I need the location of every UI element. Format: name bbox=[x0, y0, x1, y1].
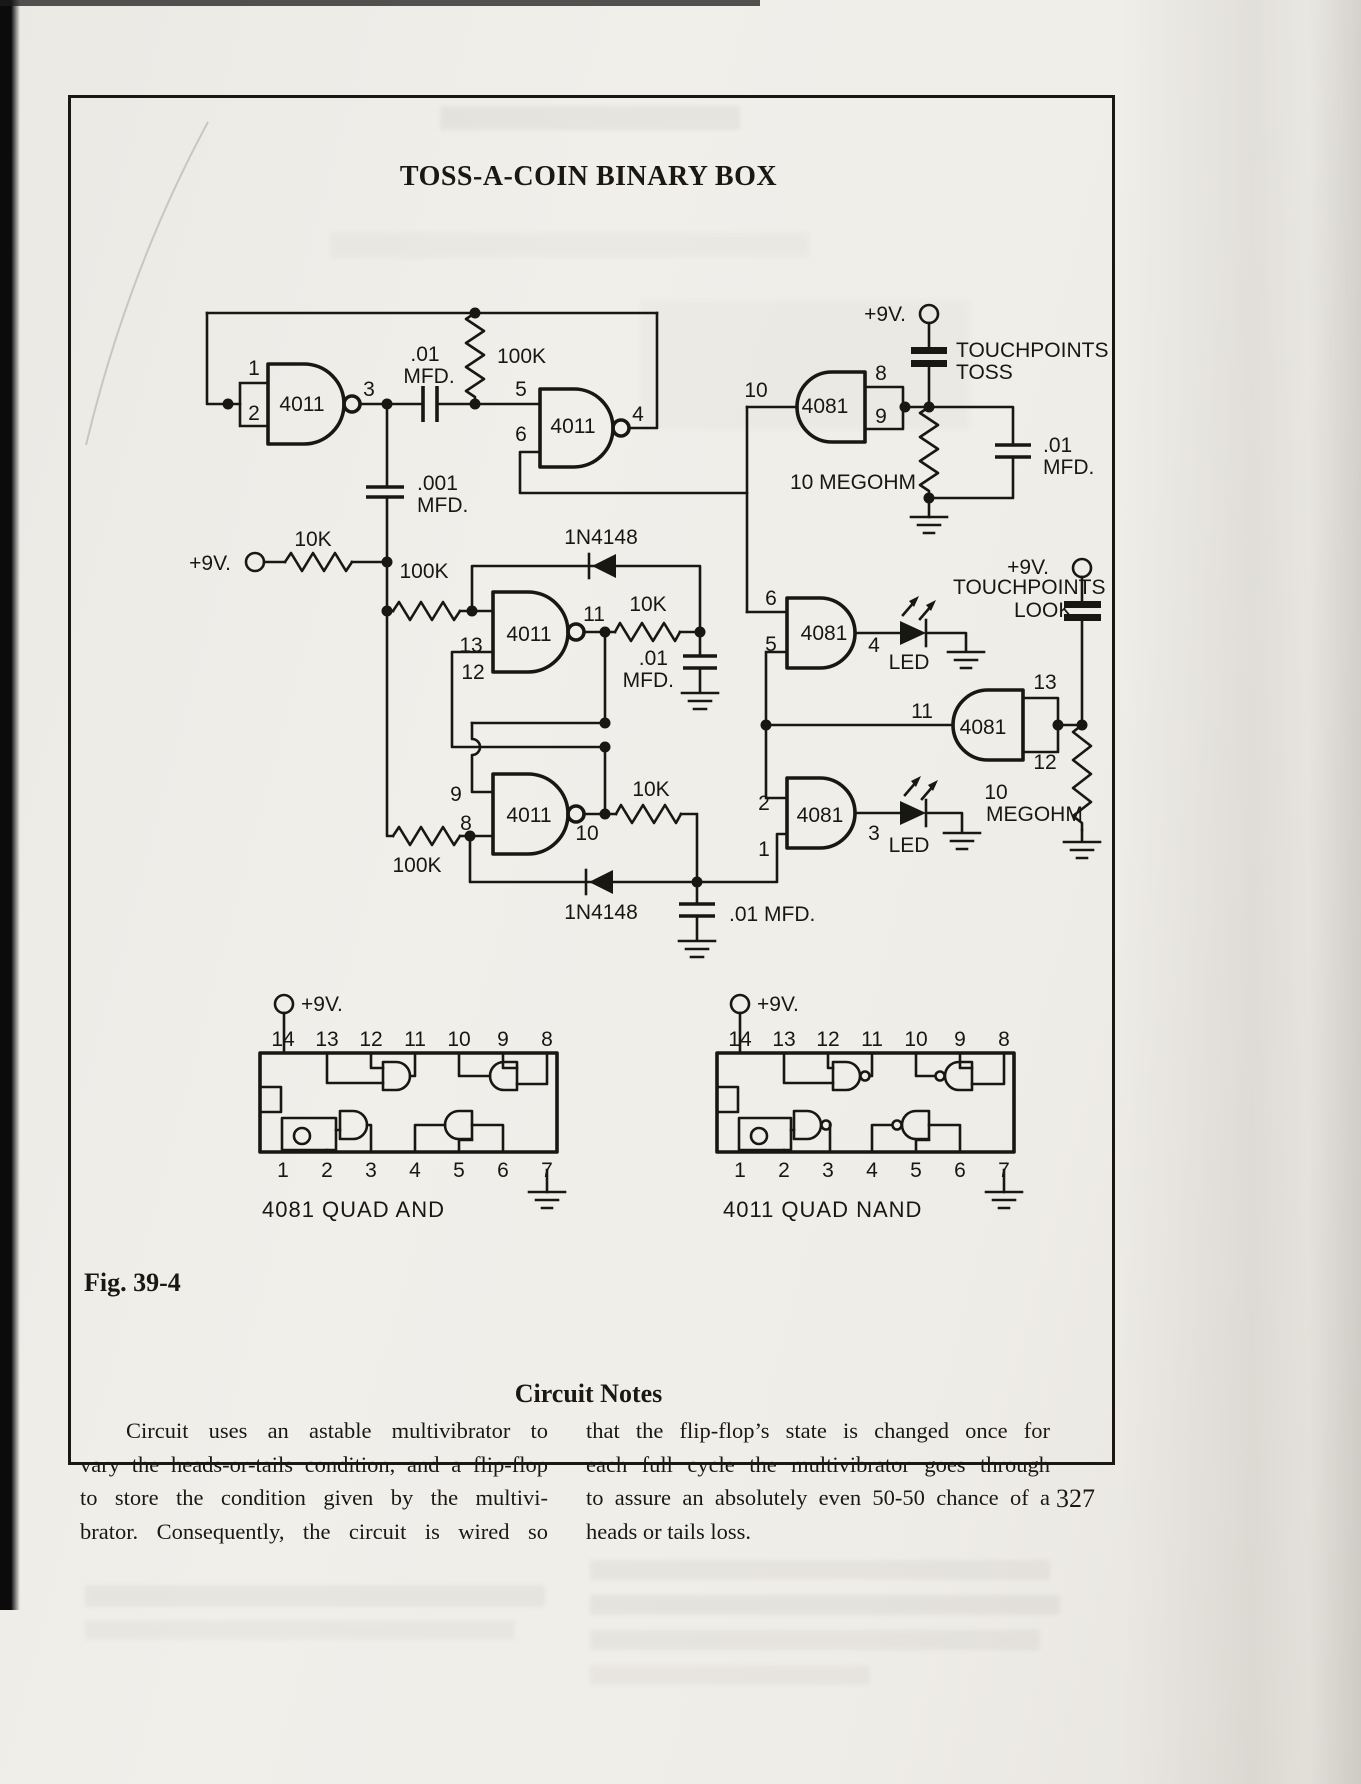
component-label: MEGOHM bbox=[986, 803, 1083, 826]
ic-caption: 4011 QUAD NAND bbox=[723, 1197, 923, 1222]
pin-label: 9 bbox=[497, 1028, 509, 1051]
pin-label: 14 bbox=[271, 1028, 295, 1051]
notes-line: to assure an absolutely even 50-50 chance of a bbox=[586, 1485, 1050, 1511]
capacitor-001mfd bbox=[366, 487, 404, 497]
pin-label: 12 bbox=[1033, 751, 1057, 774]
ic-index-dot bbox=[294, 1128, 310, 1144]
pin-label: 11 bbox=[583, 603, 605, 626]
pin-label: 9 bbox=[954, 1028, 966, 1051]
component-label: 10K bbox=[294, 528, 332, 551]
ground-symbol bbox=[986, 1192, 1022, 1208]
notes-line: brator. Consequently, the circuit is wired so bbox=[80, 1518, 548, 1544]
gate-label: 4081 bbox=[801, 395, 849, 418]
ic-notch bbox=[717, 1087, 738, 1112]
pin-label: 6 bbox=[765, 587, 777, 610]
component-label: 100K bbox=[392, 854, 442, 877]
pin-label: 2 bbox=[321, 1159, 333, 1182]
diode-1n4148-lower bbox=[589, 870, 613, 894]
gate-label: 4011 bbox=[506, 804, 552, 827]
pin-label: 8 bbox=[875, 362, 887, 385]
pin-label: 5 bbox=[910, 1159, 922, 1182]
pin-label: 4 bbox=[868, 634, 880, 657]
touchpoint-plate bbox=[911, 347, 947, 354]
resistor-10k-upper bbox=[615, 623, 680, 641]
led-1 bbox=[900, 621, 926, 645]
notes-line: that the flip-flop’s state is changed once for bbox=[586, 1418, 1050, 1443]
pin-label: 10 bbox=[904, 1028, 928, 1051]
pin-label: 13 bbox=[772, 1028, 796, 1051]
pin-label: 2 bbox=[248, 402, 260, 425]
pin-label: 4 bbox=[409, 1159, 421, 1182]
gate-label: 4081 bbox=[800, 622, 848, 645]
led-light-arrows bbox=[905, 781, 934, 799]
nand-gate-E-bubble bbox=[568, 806, 584, 822]
notes-line: to store the condition given by the multivi- bbox=[80, 1485, 548, 1511]
resistor-10k-bias bbox=[285, 553, 352, 571]
pin-label: 8 bbox=[460, 812, 472, 835]
component-label: 10 bbox=[984, 781, 1008, 804]
supply-label: +9V. bbox=[301, 993, 343, 1016]
pin-label: 14 bbox=[728, 1028, 752, 1051]
nand-gate-B-bubble bbox=[613, 420, 629, 436]
pin-label: 6 bbox=[497, 1159, 509, 1182]
notes-line: vary the heads-or-tails condition, and a flip-flop bbox=[80, 1451, 548, 1477]
resistor-100k-lower bbox=[393, 827, 460, 845]
gate-label: 4081 bbox=[959, 716, 1007, 739]
led-2 bbox=[900, 801, 926, 825]
component-label: .01 bbox=[638, 647, 668, 670]
component-label: MFD. bbox=[622, 669, 674, 692]
notes-line: Circuit uses an astable multivibrator to bbox=[126, 1418, 548, 1443]
pin-label: 1 bbox=[277, 1159, 289, 1182]
component-label: MFD. bbox=[403, 365, 455, 388]
component-label: 10K bbox=[629, 593, 667, 616]
pin-label: 10 bbox=[575, 822, 599, 845]
pin-label: 2 bbox=[758, 792, 770, 815]
component-label: 10K bbox=[632, 778, 670, 801]
ic2-labels bbox=[723, 993, 1010, 1222]
ground-symbol bbox=[1064, 842, 1100, 858]
resistor-10megohm-toss bbox=[920, 407, 938, 498]
component-label: LED bbox=[888, 834, 930, 857]
component-label: .01 bbox=[1043, 434, 1073, 457]
capacitor-01mfd bbox=[423, 386, 437, 422]
page-crease-line bbox=[86, 122, 208, 445]
ic-caption: 4081 QUAD AND bbox=[262, 1197, 445, 1222]
ground-symbol bbox=[682, 693, 718, 709]
component-label: 100K bbox=[399, 560, 449, 583]
pin-label: 10 bbox=[744, 379, 768, 402]
diode-1n4148-upper bbox=[592, 554, 616, 578]
ground-symbol bbox=[679, 941, 715, 957]
pin-label: 3 bbox=[365, 1159, 377, 1182]
supply-label: +9V. bbox=[864, 303, 906, 326]
pin-label: 1 bbox=[758, 838, 770, 861]
supply-label: +9V. bbox=[189, 552, 231, 575]
component-label: 1N4148 bbox=[564, 526, 638, 549]
touchpoints-label: LOOK bbox=[1014, 599, 1073, 622]
pin-label: 10 bbox=[447, 1028, 471, 1051]
plus9v-terminal-ic1 bbox=[275, 995, 293, 1013]
pin-label: 12 bbox=[816, 1028, 840, 1051]
pin-label: 5 bbox=[453, 1159, 465, 1182]
pin-label: 3 bbox=[868, 822, 880, 845]
gate-label: 4011 bbox=[279, 393, 325, 416]
pin-label: 1 bbox=[734, 1159, 746, 1182]
component-label: MFD. bbox=[1043, 456, 1095, 479]
component-label: .001 bbox=[417, 472, 458, 495]
ground-symbol bbox=[529, 1192, 565, 1208]
capacitor-01mfd-lower bbox=[679, 904, 715, 916]
wire-hop bbox=[472, 723, 493, 792]
component-label: .01 bbox=[410, 343, 440, 366]
ic1-labels bbox=[262, 993, 553, 1222]
plus9v-terminal-toss bbox=[920, 305, 938, 323]
component-label: MFD. bbox=[417, 494, 469, 517]
pin-label: 4 bbox=[866, 1159, 878, 1182]
pin-label: 8 bbox=[998, 1028, 1010, 1051]
pin-label: 3 bbox=[363, 378, 375, 401]
pin-label: 2 bbox=[778, 1159, 790, 1182]
pin-label: 1 bbox=[248, 357, 260, 380]
pin-label: 4 bbox=[632, 403, 644, 426]
notes-line: each full cycle the multivibrator goes through bbox=[586, 1451, 1050, 1477]
nand-gate-A-bubble bbox=[344, 396, 360, 412]
figure-caption: Fig. 39-4 bbox=[84, 1268, 181, 1297]
resistor-100k-upper bbox=[393, 602, 460, 620]
pin-label: 11 bbox=[861, 1028, 883, 1051]
component-label: .01 MFD. bbox=[729, 903, 816, 926]
bias-network-section bbox=[246, 404, 493, 836]
ground-symbol bbox=[911, 517, 947, 533]
pin-label: 11 bbox=[911, 700, 933, 723]
pin-label: 13 bbox=[315, 1028, 339, 1051]
nand-gate-D-bubble bbox=[568, 624, 584, 640]
touchpoints-label: TOUCHPOINTS bbox=[956, 339, 1109, 362]
ic-index-dot bbox=[751, 1128, 767, 1144]
component-label: 10 MEGOHM bbox=[789, 471, 916, 494]
gate-label: 4011 bbox=[506, 623, 552, 646]
page-title: TOSS-A-COIN BINARY BOX bbox=[399, 161, 778, 192]
circuit-notes-heading: Circuit Notes bbox=[514, 1379, 663, 1408]
pin-label: 11 bbox=[404, 1028, 426, 1051]
pin-label: 6 bbox=[954, 1159, 966, 1182]
page-number: 327 bbox=[1056, 1484, 1095, 1513]
ic-notch bbox=[260, 1087, 281, 1112]
capacitor-01mfd-toss bbox=[995, 445, 1031, 457]
pin-label: 7 bbox=[998, 1159, 1010, 1182]
pin-label: 12 bbox=[359, 1028, 383, 1051]
pin-label: 12 bbox=[461, 661, 485, 684]
touchpoints-label: TOSS bbox=[956, 361, 1013, 384]
ground-symbol bbox=[948, 652, 984, 668]
supply-label: +9V. bbox=[757, 993, 799, 1016]
plus9v-terminal-mid bbox=[246, 553, 264, 571]
pin-label: 9 bbox=[450, 783, 462, 806]
pin-label: 13 bbox=[1033, 671, 1057, 694]
plus9v-terminal-look bbox=[1073, 559, 1091, 577]
resistor-100k-vertical bbox=[466, 313, 484, 404]
pin-label: 8 bbox=[541, 1028, 553, 1051]
pin-label: 3 bbox=[822, 1159, 834, 1182]
pin-label: 5 bbox=[765, 633, 777, 656]
ground-symbol bbox=[944, 833, 980, 849]
pin-label: 5 bbox=[515, 378, 527, 401]
supply-label: +9V. bbox=[1007, 556, 1049, 579]
pin-label: 13 bbox=[459, 634, 483, 657]
component-label: 1N4148 bbox=[564, 901, 638, 924]
gate-label: 4011 bbox=[550, 415, 596, 438]
component-label: LED bbox=[888, 651, 930, 674]
plus9v-terminal-ic2 bbox=[731, 995, 749, 1013]
pin-label: 6 bbox=[515, 423, 527, 446]
led-light-arrows bbox=[903, 601, 932, 619]
resistor-10k-lower bbox=[616, 805, 681, 823]
pin-label: 9 bbox=[875, 405, 887, 428]
notes-line: heads or tails loss. bbox=[586, 1518, 751, 1544]
component-label: 100K bbox=[497, 345, 547, 368]
capacitor-01mfd-upper bbox=[683, 656, 717, 668]
gate-label: 4081 bbox=[796, 804, 844, 827]
pin-label: 7 bbox=[541, 1159, 553, 1182]
touchpoints-label: TOUCHPOINTS bbox=[953, 576, 1106, 599]
